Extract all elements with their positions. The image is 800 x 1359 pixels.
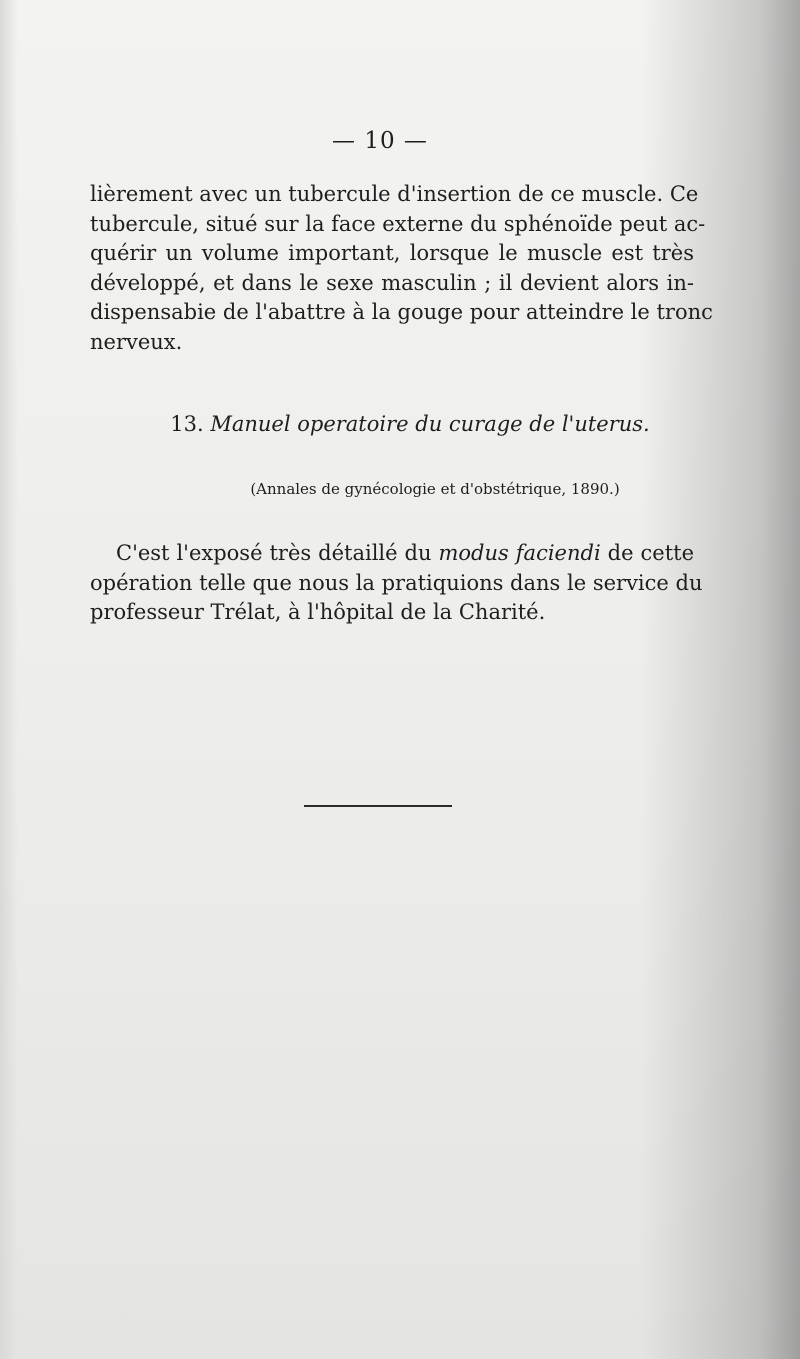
latin-phrase: modus faciendi	[438, 541, 601, 565]
text-line: lièrement avec un tubercule d'insertion de ce muscle. Ce	[90, 182, 699, 206]
text-run: C'est l'exposé très détaillé du	[116, 541, 432, 565]
text-line: dispensabie de l'abattre à la gouge pour atteindre le tronc	[90, 300, 713, 324]
text-run: de cette	[607, 541, 694, 565]
text-line: nerveux.	[90, 329, 183, 354]
section-number: 13.	[170, 412, 204, 436]
section-source: (Annales de gynécologie et d'obstétrique, 1890.)	[250, 480, 620, 498]
text-line: quérir un volume important, lorsque le muscle est très	[90, 241, 694, 265]
text-line: développé, et dans le sexe masculin ; il devient alors in-	[90, 270, 694, 295]
text-line: opération telle que nous la pratiquions dans le service du	[90, 570, 703, 595]
text-line: tubercule, situé sur la face externe du sphénoïde peut ac-	[90, 211, 706, 236]
section-title: Manuel operatoire du curage de l'uterus.	[210, 412, 650, 436]
text-line: professeur Trélat, à l'hôpital de la Charité.	[90, 600, 546, 624]
section-heading	[0, 412, 800, 436]
paragraph-continuation	[90, 180, 713, 357]
page-number: — 10 —	[332, 128, 428, 154]
text-line	[90, 539, 694, 569]
page-edge-shadow	[0, 0, 18, 1359]
paragraph-description	[90, 539, 703, 628]
section-divider-rule	[304, 805, 452, 807]
